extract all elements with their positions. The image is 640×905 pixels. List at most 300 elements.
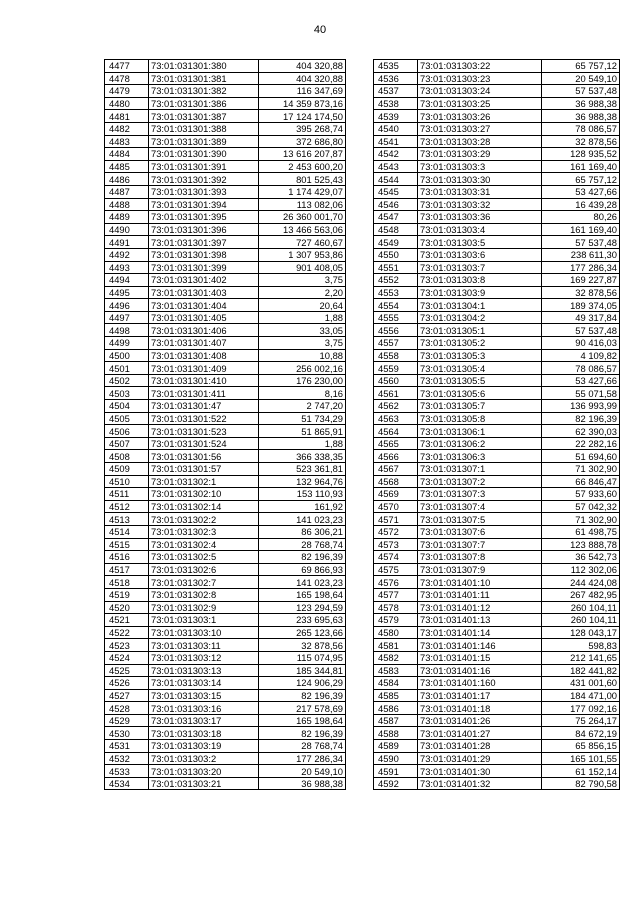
value-cell: 161 169,40 [542, 223, 620, 236]
table-row [105, 425, 346, 438]
row-number-cell: 4523 [105, 639, 149, 652]
table-row [374, 274, 620, 287]
row-number-cell: 4577 [374, 588, 418, 601]
table-row [105, 689, 346, 702]
row-number-cell: 4527 [105, 689, 149, 702]
cadastral-number-cell: 73:01:031302:10 [149, 488, 259, 501]
value-cell: 372 686,80 [259, 135, 346, 148]
table-row [374, 488, 620, 501]
table-row [374, 551, 620, 564]
cadastral-number-cell: 73:01:031305:3 [418, 349, 542, 362]
row-number-cell: 4569 [374, 488, 418, 501]
table-row [374, 664, 620, 677]
row-number-cell: 4525 [105, 664, 149, 677]
cadastral-number-cell: 73:01:031303:11 [149, 639, 259, 652]
cadastral-number-cell: 73:01:031303:24 [418, 85, 542, 98]
table-row [374, 211, 620, 224]
table-row [105, 160, 346, 173]
value-cell: 212 141,65 [542, 651, 620, 664]
value-cell: 20 549,10 [542, 72, 620, 85]
cadastral-number-cell: 73:01:031301:411 [149, 387, 259, 400]
table-row [374, 337, 620, 350]
table-row [374, 72, 620, 85]
row-number-cell: 4550 [374, 248, 418, 261]
table-row [105, 639, 346, 652]
cadastral-number-cell: 73:01:031301:395 [149, 211, 259, 224]
row-number-cell: 4549 [374, 236, 418, 249]
value-cell: 4 109,82 [542, 349, 620, 362]
table-row [374, 740, 620, 753]
table-row [105, 714, 346, 727]
table-row [374, 689, 620, 702]
table-row [374, 563, 620, 576]
table-row [374, 248, 620, 261]
cadastral-number-cell: 73:01:031301:56 [149, 450, 259, 463]
value-cell: 10,88 [259, 349, 346, 362]
row-number-cell: 4568 [374, 475, 418, 488]
cadastral-number-cell: 73:01:031301:381 [149, 72, 259, 85]
cadastral-number-cell: 73:01:031303:29 [418, 148, 542, 161]
cadastral-number-cell: 73:01:031301:407 [149, 337, 259, 350]
cadastral-number-cell: 73:01:031301:524 [149, 437, 259, 450]
value-cell: 116 347,69 [259, 85, 346, 98]
table-row [105, 740, 346, 753]
value-cell: 32 878,56 [542, 286, 620, 299]
table-row [105, 135, 346, 148]
value-cell: 49 317,84 [542, 311, 620, 324]
table-row [105, 626, 346, 639]
table-row [374, 450, 620, 463]
row-number-cell: 4479 [105, 85, 149, 98]
row-number-cell: 4486 [105, 173, 149, 186]
cadastral-number-cell: 73:01:031301:522 [149, 412, 259, 425]
row-number-cell: 4580 [374, 626, 418, 639]
cadastral-number-cell: 73:01:031301:405 [149, 311, 259, 324]
table-row [105, 513, 346, 526]
cadastral-number-cell: 73:01:031303:3 [418, 160, 542, 173]
cadastral-number-cell: 73:01:031401:27 [418, 727, 542, 740]
value-cell: 57 042,32 [542, 500, 620, 513]
table-row [105, 122, 346, 135]
value-cell: 33,05 [259, 324, 346, 337]
row-number-cell: 4566 [374, 450, 418, 463]
cadastral-number-cell: 73:01:031301:47 [149, 400, 259, 413]
row-number-cell: 4529 [105, 714, 149, 727]
table-row [374, 588, 620, 601]
row-number-cell: 4536 [374, 72, 418, 85]
table-row [105, 349, 346, 362]
row-number-cell: 4499 [105, 337, 149, 350]
value-cell: 14 359 873,16 [259, 97, 346, 110]
value-cell: 66 846,47 [542, 475, 620, 488]
row-number-cell: 4515 [105, 538, 149, 551]
row-number-cell: 4544 [374, 173, 418, 186]
row-number-cell: 4517 [105, 563, 149, 576]
table-row [374, 626, 620, 639]
value-cell: 256 002,16 [259, 362, 346, 375]
table-row [105, 702, 346, 715]
row-number-cell: 4546 [374, 198, 418, 211]
cadastral-number-cell: 73:01:031303:5 [418, 236, 542, 249]
value-cell: 32 878,56 [259, 639, 346, 652]
value-cell: 62 390,03 [542, 425, 620, 438]
cadastral-number-cell: 73:01:031307:7 [418, 538, 542, 551]
value-cell: 78 086,57 [542, 122, 620, 135]
value-cell: 78 086,57 [542, 362, 620, 375]
row-number-cell: 4558 [374, 349, 418, 362]
table-row [374, 513, 620, 526]
table-row [105, 563, 346, 576]
row-number-cell: 4505 [105, 412, 149, 425]
cadastral-number-cell: 73:01:031301:523 [149, 425, 259, 438]
value-cell: 1 307 953,86 [259, 248, 346, 261]
row-number-cell: 4514 [105, 525, 149, 538]
value-cell: 165 198,64 [259, 714, 346, 727]
row-number-cell: 4504 [105, 400, 149, 413]
table-row [374, 311, 620, 324]
row-number-cell: 4484 [105, 148, 149, 161]
cadastral-number-cell: 73:01:031303:18 [149, 727, 259, 740]
cadastral-number-cell: 73:01:031307:6 [418, 525, 542, 538]
row-number-cell: 4545 [374, 185, 418, 198]
cadastral-number-cell: 73:01:031306:3 [418, 450, 542, 463]
table-row [374, 148, 620, 161]
cadastral-number-cell: 73:01:031301:404 [149, 299, 259, 312]
table-row [374, 60, 620, 73]
table-row [374, 324, 620, 337]
cadastral-number-cell: 73:01:031302:9 [149, 601, 259, 614]
value-cell: 51 694,60 [542, 450, 620, 463]
row-number-cell: 4572 [374, 525, 418, 538]
table-row [105, 651, 346, 664]
cadastral-number-cell: 73:01:031303:36 [418, 211, 542, 224]
value-cell: 51 865,91 [259, 425, 346, 438]
row-number-cell: 4500 [105, 349, 149, 362]
row-number-cell: 4582 [374, 651, 418, 664]
cadastral-number-cell: 73:01:031303:1 [149, 614, 259, 627]
row-number-cell: 4584 [374, 677, 418, 690]
cadastral-number-cell: 73:01:031301:57 [149, 463, 259, 476]
value-cell: 523 361,81 [259, 463, 346, 476]
value-cell: 90 416,03 [542, 337, 620, 350]
cadastral-number-cell: 73:01:031302:2 [149, 513, 259, 526]
row-number-cell: 4478 [105, 72, 149, 85]
cadastral-number-cell: 73:01:031301:408 [149, 349, 259, 362]
row-number-cell: 4493 [105, 261, 149, 274]
value-cell: 36 988,38 [542, 97, 620, 110]
cadastral-number-cell: 73:01:031303:7 [418, 261, 542, 274]
cadastral-number-cell: 73:01:031306:1 [418, 425, 542, 438]
cadastral-number-cell: 73:01:031301:397 [149, 236, 259, 249]
cadastral-number-cell: 73:01:031301:406 [149, 324, 259, 337]
value-cell: 801 525,43 [259, 173, 346, 186]
value-cell: 217 578,69 [259, 702, 346, 715]
table-row [105, 85, 346, 98]
row-number-cell: 4518 [105, 576, 149, 589]
cadastral-number-cell: 73:01:031302:7 [149, 576, 259, 589]
cadastral-number-cell: 73:01:031301:394 [149, 198, 259, 211]
row-number-cell: 4579 [374, 614, 418, 627]
table-row [374, 576, 620, 589]
row-number-cell: 4508 [105, 450, 149, 463]
table-row [105, 311, 346, 324]
table-row [374, 362, 620, 375]
value-cell: 113 082,06 [259, 198, 346, 211]
row-number-cell: 4535 [374, 60, 418, 73]
value-cell: 65 757,12 [542, 60, 620, 73]
table-row [105, 248, 346, 261]
cadastral-number-cell: 73:01:031303:27 [418, 122, 542, 135]
table-row [374, 525, 620, 538]
table-row [105, 72, 346, 85]
cadastral-number-cell: 73:01:031303:22 [418, 60, 542, 73]
table-row [105, 198, 346, 211]
row-number-cell: 4531 [105, 740, 149, 753]
table-row [374, 374, 620, 387]
value-cell: 84 672,19 [542, 727, 620, 740]
table-row [374, 299, 620, 312]
row-number-cell: 4498 [105, 324, 149, 337]
table-row [374, 727, 620, 740]
table-row [105, 538, 346, 551]
cadastral-number-cell: 73:01:031401:12 [418, 601, 542, 614]
table-row [374, 614, 620, 627]
row-number-cell: 4542 [374, 148, 418, 161]
row-number-cell: 4587 [374, 714, 418, 727]
row-number-cell: 4571 [374, 513, 418, 526]
table-row [105, 601, 346, 614]
row-number-cell: 4520 [105, 601, 149, 614]
value-cell: 189 374,05 [542, 299, 620, 312]
value-cell: 28 768,74 [259, 740, 346, 753]
cadastral-number-cell: 73:01:031307:2 [418, 475, 542, 488]
cadastral-number-cell: 73:01:031302:5 [149, 551, 259, 564]
cadastral-number-cell: 73:01:031302:4 [149, 538, 259, 551]
table-row [105, 475, 346, 488]
table-row [105, 500, 346, 513]
row-number-cell: 4501 [105, 362, 149, 375]
value-cell: 53 427,66 [542, 185, 620, 198]
table-row [105, 387, 346, 400]
row-number-cell: 4573 [374, 538, 418, 551]
cadastral-number-cell: 73:01:031401:16 [418, 664, 542, 677]
cadastral-number-cell: 73:01:031301:403 [149, 286, 259, 299]
cadastral-number-cell: 73:01:031303:26 [418, 110, 542, 123]
value-cell: 86 306,21 [259, 525, 346, 538]
row-number-cell: 4585 [374, 689, 418, 702]
value-cell: 2,20 [259, 286, 346, 299]
cadastral-number-cell: 73:01:031303:31 [418, 185, 542, 198]
cadastral-number-cell: 73:01:031303:13 [149, 664, 259, 677]
row-number-cell: 4551 [374, 261, 418, 274]
row-number-cell: 4511 [105, 488, 149, 501]
value-cell: 141 023,23 [259, 576, 346, 589]
row-number-cell: 4512 [105, 500, 149, 513]
value-cell: 55 071,58 [542, 387, 620, 400]
value-cell: 233 695,63 [259, 614, 346, 627]
value-cell: 82 790,58 [542, 777, 620, 790]
table-row [374, 349, 620, 362]
cadastral-number-cell: 73:01:031401:32 [418, 777, 542, 790]
value-cell: 1 174 429,07 [259, 185, 346, 198]
cadastral-number-cell: 73:01:031303:14 [149, 677, 259, 690]
cadastral-number-cell: 73:01:031301:382 [149, 85, 259, 98]
table-row [105, 261, 346, 274]
value-cell: 51 734,29 [259, 412, 346, 425]
value-cell: 165 101,55 [542, 752, 620, 765]
value-cell: 177 092,16 [542, 702, 620, 715]
value-cell: 238 611,30 [542, 248, 620, 261]
cadastral-number-cell: 73:01:031303:21 [149, 777, 259, 790]
row-number-cell: 4588 [374, 727, 418, 740]
cadastral-number-cell: 73:01:031307:1 [418, 463, 542, 476]
page-number: 40 [313, 24, 327, 36]
row-number-cell: 4557 [374, 337, 418, 350]
cadastral-number-cell: 73:01:031302:14 [149, 500, 259, 513]
table-row [374, 173, 620, 186]
cadastral-number-cell: 73:01:031304:2 [418, 311, 542, 324]
row-number-cell: 4541 [374, 135, 418, 148]
table-row [374, 475, 620, 488]
row-number-cell: 4589 [374, 740, 418, 753]
cadastral-number-cell: 73:01:031303:20 [149, 765, 259, 778]
value-cell: 26 360 001,70 [259, 211, 346, 224]
value-cell: 161,92 [259, 500, 346, 513]
value-cell: 3,75 [259, 274, 346, 287]
table-row [105, 60, 346, 73]
table-row [105, 727, 346, 740]
row-number-cell: 4554 [374, 299, 418, 312]
table-row [374, 702, 620, 715]
cadastral-table-left [104, 59, 346, 790]
value-cell: 13 466 563,06 [259, 223, 346, 236]
cadastral-number-cell: 73:01:031303:6 [418, 248, 542, 261]
table-row [105, 324, 346, 337]
row-number-cell: 4534 [105, 777, 149, 790]
cadastral-number-cell: 73:01:031401:13 [418, 614, 542, 627]
cadastral-number-cell: 73:01:031307:4 [418, 500, 542, 513]
value-cell: 75 264,17 [542, 714, 620, 727]
cadastral-number-cell: 73:01:031301:386 [149, 97, 259, 110]
row-number-cell: 4503 [105, 387, 149, 400]
row-number-cell: 4516 [105, 551, 149, 564]
cadastral-number-cell: 73:01:031307:8 [418, 551, 542, 564]
value-cell: 123 294,59 [259, 601, 346, 614]
value-cell: 141 023,23 [259, 513, 346, 526]
cadastral-number-cell: 73:01:031303:32 [418, 198, 542, 211]
cadastral-number-cell: 73:01:031305:2 [418, 337, 542, 350]
table-row [105, 765, 346, 778]
value-cell: 69 866,93 [259, 563, 346, 576]
row-number-cell: 4592 [374, 777, 418, 790]
value-cell: 182 441,82 [542, 664, 620, 677]
row-number-cell: 4519 [105, 588, 149, 601]
cadastral-number-cell: 73:01:031401:15 [418, 651, 542, 664]
cadastral-number-cell: 73:01:031305:5 [418, 374, 542, 387]
row-number-cell: 4576 [374, 576, 418, 589]
cadastral-number-cell: 73:01:031303:4 [418, 223, 542, 236]
row-number-cell: 4510 [105, 475, 149, 488]
value-cell: 28 768,74 [259, 538, 346, 551]
value-cell: 115 074,95 [259, 651, 346, 664]
cadastral-number-cell: 73:01:031401:17 [418, 689, 542, 702]
cadastral-number-cell: 73:01:031303:30 [418, 173, 542, 186]
value-cell: 169 227,87 [542, 274, 620, 287]
row-number-cell: 4578 [374, 601, 418, 614]
row-number-cell: 4481 [105, 110, 149, 123]
table-row [105, 777, 346, 790]
table-row [374, 122, 620, 135]
cadastral-number-cell: 73:01:031303:19 [149, 740, 259, 753]
cadastral-number-cell: 73:01:031303:15 [149, 689, 259, 702]
value-cell: 13 616 207,87 [259, 148, 346, 161]
table-row [105, 185, 346, 198]
table-row [105, 412, 346, 425]
row-number-cell: 4494 [105, 274, 149, 287]
value-cell: 8,16 [259, 387, 346, 400]
value-cell: 71 302,90 [542, 463, 620, 476]
row-number-cell: 4567 [374, 463, 418, 476]
table-row [105, 463, 346, 476]
row-number-cell: 4555 [374, 311, 418, 324]
table-row [374, 765, 620, 778]
row-number-cell: 4575 [374, 563, 418, 576]
cadastral-number-cell: 73:01:031302:8 [149, 588, 259, 601]
value-cell: 32 878,56 [542, 135, 620, 148]
value-cell: 265 123,66 [259, 626, 346, 639]
row-number-cell: 4489 [105, 211, 149, 224]
row-number-cell: 4547 [374, 211, 418, 224]
value-cell: 2 747,20 [259, 400, 346, 413]
table-row [105, 236, 346, 249]
cadastral-number-cell: 73:01:031303:12 [149, 651, 259, 664]
table-row [374, 437, 620, 450]
table-row [374, 286, 620, 299]
row-number-cell: 4540 [374, 122, 418, 135]
row-number-cell: 4513 [105, 513, 149, 526]
value-cell: 112 302,06 [542, 563, 620, 576]
cadastral-number-cell: 73:01:031301:391 [149, 160, 259, 173]
row-number-cell: 4590 [374, 752, 418, 765]
value-cell: 165 198,64 [259, 588, 346, 601]
cadastral-number-cell: 73:01:031401:18 [418, 702, 542, 715]
value-cell: 57 537,48 [542, 236, 620, 249]
table-row [374, 110, 620, 123]
row-number-cell: 4496 [105, 299, 149, 312]
row-number-cell: 4507 [105, 437, 149, 450]
row-number-cell: 4563 [374, 412, 418, 425]
cadastral-number-cell: 73:01:031301:389 [149, 135, 259, 148]
table-row [105, 752, 346, 765]
value-cell: 128 935,52 [542, 148, 620, 161]
value-cell: 20 549,10 [259, 765, 346, 778]
value-cell: 598,83 [542, 639, 620, 652]
cadastral-number-cell: 73:01:031305:7 [418, 400, 542, 413]
row-number-cell: 4506 [105, 425, 149, 438]
value-cell: 184 471,00 [542, 689, 620, 702]
table-row [105, 677, 346, 690]
table-row [374, 777, 620, 790]
table-row [105, 374, 346, 387]
row-number-cell: 4565 [374, 437, 418, 450]
row-number-cell: 4552 [374, 274, 418, 287]
row-number-cell: 4583 [374, 664, 418, 677]
table-row [374, 677, 620, 690]
table-row [374, 651, 620, 664]
table-row [374, 160, 620, 173]
row-number-cell: 4497 [105, 311, 149, 324]
table-row [105, 173, 346, 186]
